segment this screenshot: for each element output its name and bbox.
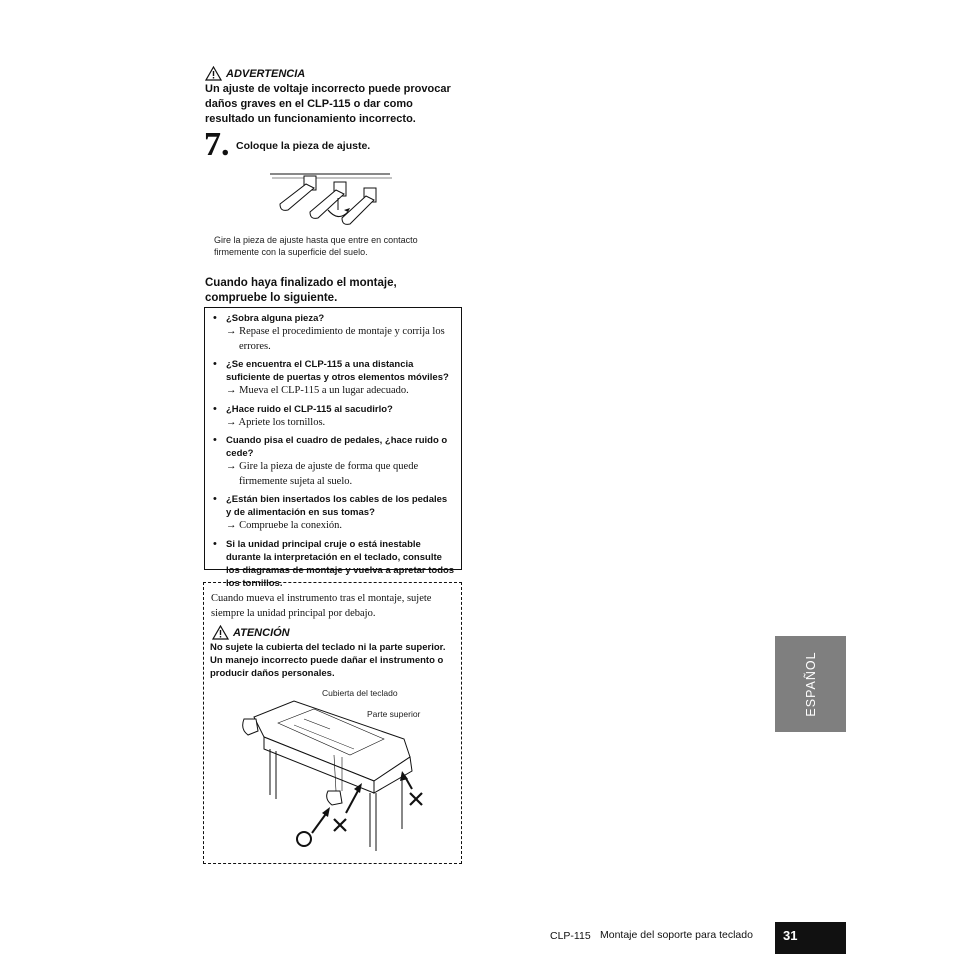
checklist-list <box>211 312 455 590</box>
checklist-question: • ¿Sobra alguna pieza? <box>226 313 325 324</box>
checklist-question: • Cuando pisa el cuadro de pedales, ¿hace ruido o cede? <box>226 435 448 459</box>
page-number-label: 31 <box>783 928 798 943</box>
checklist-question: • ¿Están bien insertados los cables de los pedales y de alimentación en sus tomas? <box>226 494 448 518</box>
moving-caution-box <box>203 582 462 864</box>
moving-text: Cuando mueva el instrumento tras el montaje, sujete siempre la unidad principal por debajo. <box>211 593 432 619</box>
checklist-item <box>211 312 455 354</box>
checklist-question: • ¿Se encuentra el CLP-115 a una distancia suficiente de puertas y otros elementos móviles? <box>226 359 449 383</box>
footer-model: CLP-115 <box>550 930 591 942</box>
caution-triangle-icon <box>212 625 229 640</box>
checklist-item <box>211 403 455 431</box>
piano-carrying-illustration <box>234 695 424 853</box>
caution-title: ATENCIÓN <box>233 626 290 639</box>
checklist-answer: → Gire la pieza de ajuste de forma que quede firmemente sujeta al suelo. <box>226 461 419 487</box>
checklist-item <box>211 358 455 399</box>
page-number <box>775 922 846 954</box>
label-keyboard-cover: Cubierta del teclado <box>322 688 398 698</box>
language-side-tab <box>775 636 846 732</box>
pedal-adjustment-illustration <box>268 166 394 230</box>
step-text: Coloque la pieza de ajuste. <box>236 140 371 152</box>
caution-text: No sujete la cubierta del teclado ni la parte superior. Un manejo incorrecto puede dañar el instrumento o producir daños personales. <box>210 642 446 679</box>
checklist-item <box>211 493 455 534</box>
side-tab-label: ESPAÑOL <box>803 651 818 717</box>
checklist-heading: Cuando haya finalizado el montaje, compruebe lo siguiente. <box>205 277 397 304</box>
checklist-answer: → Mueva el CLP-115 a un lugar adecuado. <box>226 385 409 396</box>
warning-text: Un ajuste de voltaje incorrecto puede provocar daños graves en el CLP-115 o dar como resultado un funcionamiento incorrecto. <box>205 83 451 125</box>
warning-title: ADVERTENCIA <box>226 67 306 80</box>
footer-section: Montaje del soporte para teclado <box>600 929 753 941</box>
label-top-panel: Parte superior <box>367 709 421 719</box>
step-number: 7. <box>204 126 230 163</box>
checklist-answer: → Compruebe la conexión. <box>226 520 343 531</box>
checklist-answer: → Apriete los tornillos. <box>226 416 326 428</box>
warning-triangle-icon <box>205 66 222 81</box>
checklist-box <box>204 307 462 589</box>
checklist-question: • Si la unidad principal cruje o está inestable durante la interpretación en el teclado, consulte los diagramas de montaje y vuelva a apretar todos los tornillos. <box>226 538 455 589</box>
warning-block <box>205 66 465 127</box>
checklist-item <box>211 434 455 489</box>
checklist-answer: → Repase el procedimiento de montaje y corrija los errores. <box>226 326 445 352</box>
pedal-caption: Gire la pieza de ajuste hasta que entre en contacto firmemente con la superficie del suelo. <box>214 235 418 257</box>
checklist-question: • ¿Hace ruido el CLP-115 al sacudirlo? <box>226 403 393 415</box>
